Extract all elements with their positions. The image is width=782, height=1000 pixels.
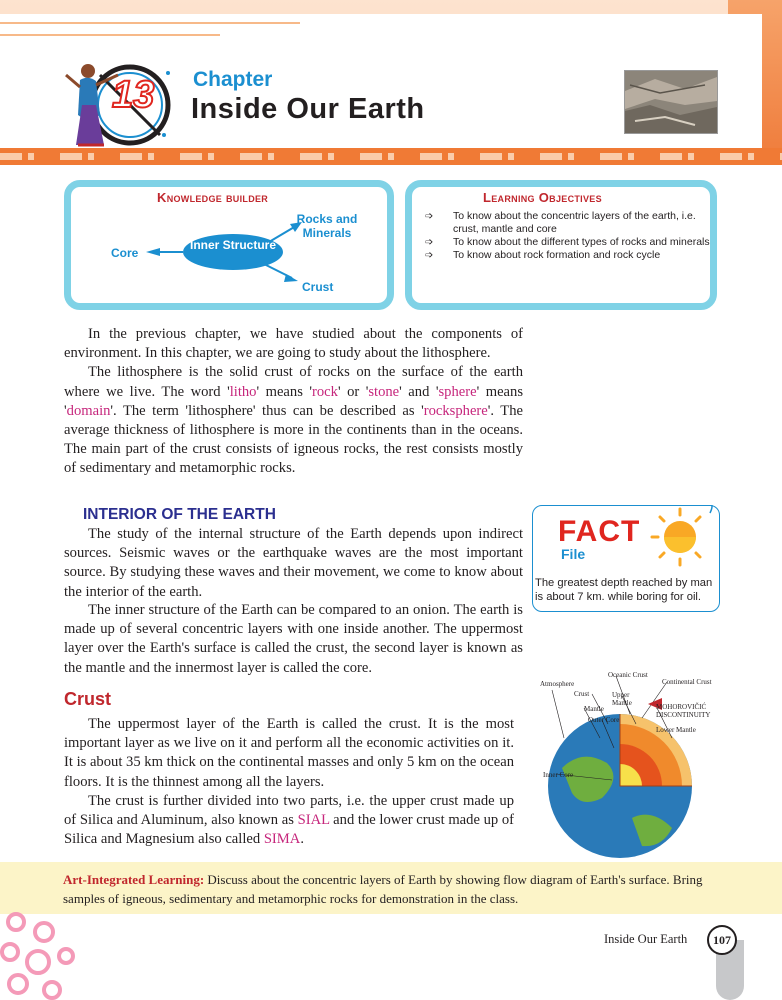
sun-icon: [640, 505, 716, 569]
heading-interior-of-earth: INTERIOR OF THE EARTH: [83, 506, 276, 523]
fact-title: FACT: [558, 515, 641, 548]
term-domain: domain: [66, 402, 111, 419]
art-integrated-text: Art-Integrated Learning: Discuss about the concentric layers of Earth by showing flow diagram of Earth's surface. Bring samples of igneous, sedimentary and metamorphic rocks for demonstration in the class.: [63, 872, 703, 906]
term-sial: SIAL: [297, 812, 330, 829]
label-atmosphere: Atmosphere: [540, 680, 575, 688]
fact-text: The greatest depth reached by man is about 7 km. while boring for oil.: [535, 577, 713, 603]
chapter-title: Inside Our Earth: [191, 93, 425, 125]
objective-item: ➩ To know about rock formation and rock cycle: [425, 249, 715, 262]
header-decor-line: [0, 34, 220, 36]
paragraph-study: The study of the internal structure of the Earth depends upon indirect sources. Seismic waves or the earthquake waves are the most important source. By studying these waves and their movement, we come to know about the interior of the earth.: [64, 526, 523, 600]
term-rock: rock: [312, 383, 338, 400]
mind-map-branch-crust: Crust: [302, 280, 334, 294]
header-decor-line: [0, 22, 300, 24]
term-stone: stone: [368, 383, 400, 400]
objectives-list: [425, 210, 715, 262]
label-inner-core: Inner Core: [543, 771, 574, 779]
art-integrated-label: Art-Integrated Learning:: [63, 872, 205, 887]
label-moho-discontinuity: MOHOROVIČIĆ DISCONTINUITY: [656, 703, 711, 719]
body-column-top: [64, 325, 523, 479]
term-sima: SIMA: [263, 831, 301, 848]
label-upper-mantle: Upper Mantle: [612, 691, 632, 707]
body-column-crust: [64, 715, 514, 849]
paragraph-lithosphere: The lithosphere is the solid crust of rocks on the surface of the earth where we live. The word 'litho' means 'rock' or 'stone' and 'sphere' means 'domain'. The term 'lithosphere' thus can be described as 'rocksphere'. The average thickness of lithosphere is more in the continents than in the oceans. The main part of the crust consists of igneous rocks, the rest consists mostly of sedimentary and metamorphic rocks.: [64, 364, 523, 477]
body-column-interior: [64, 525, 523, 602]
paragraph-crust: The uppermost layer of the Earth is called the crust. It is the most important layer as we live on it and perform all the economic activities on it. It is about 35 km thick on the continental masses and only 5 km on the ocean floors. It is the thinnest among all the layers.: [64, 716, 514, 790]
label-continental-crust: Continental Crust: [662, 678, 712, 686]
chapter-label: Chapter: [193, 68, 273, 91]
page-number: 107: [707, 925, 737, 955]
term-sphere: sphere: [438, 383, 477, 400]
label-outer-core: Outer Core: [588, 716, 620, 724]
mind-map-branch-core: Core: [111, 246, 139, 260]
label-lower-mantle: Lower Mantle: [656, 726, 696, 734]
paragraph-intro: In the previous chapter, we have studied about the components of environment. In this chapter, we are going to study about the lithosphere.: [64, 326, 523, 362]
mind-map-branch-rocks: Rocks and Minerals: [296, 212, 358, 240]
objective-item: ➩ To know about the concentric layers of the earth, i.e. crust, mantle and core: [425, 210, 715, 236]
term-rocksphere: rocksphere: [423, 402, 488, 419]
paragraph-sial-sima: The crust is further divided into two parts, i.e. the upper crust made up of Silica and Aluminum, also known as SIAL and the lower crust made up of Silica and Magnesium also called SIMA.: [64, 792, 515, 848]
label-mantle: Mantle: [584, 705, 604, 713]
learning-objectives-title: Learning Objectives: [483, 190, 602, 205]
objective-item: ➩ To know about the different types of rocks and minerals: [425, 236, 715, 249]
body-column-onion: [64, 601, 523, 678]
rock-photo: [624, 70, 718, 134]
knowledge-builder-title: Knowledge builder: [157, 190, 269, 205]
label-crust: Crust: [574, 690, 590, 698]
running-title: Inside Our Earth: [604, 932, 688, 946]
mind-map-center: Inner Structure: [183, 234, 283, 270]
paragraph-onion: The inner structure of the Earth can be compared to an onion. The earth is made up of several concentric layers with one inside another. The uppermost layer over the Earth's surface is called the crust, the second layer is known as the mantle and the innermost layer is called the core.: [64, 602, 523, 676]
decorative-circles: [0, 912, 80, 1000]
fact-subtitle: File: [561, 546, 586, 562]
heading-crust: Crust: [64, 689, 112, 709]
label-oceanic-crust: Oceanic Crust: [608, 671, 648, 679]
chapter-number: 13: [112, 74, 155, 116]
term-litho: litho: [229, 383, 257, 400]
